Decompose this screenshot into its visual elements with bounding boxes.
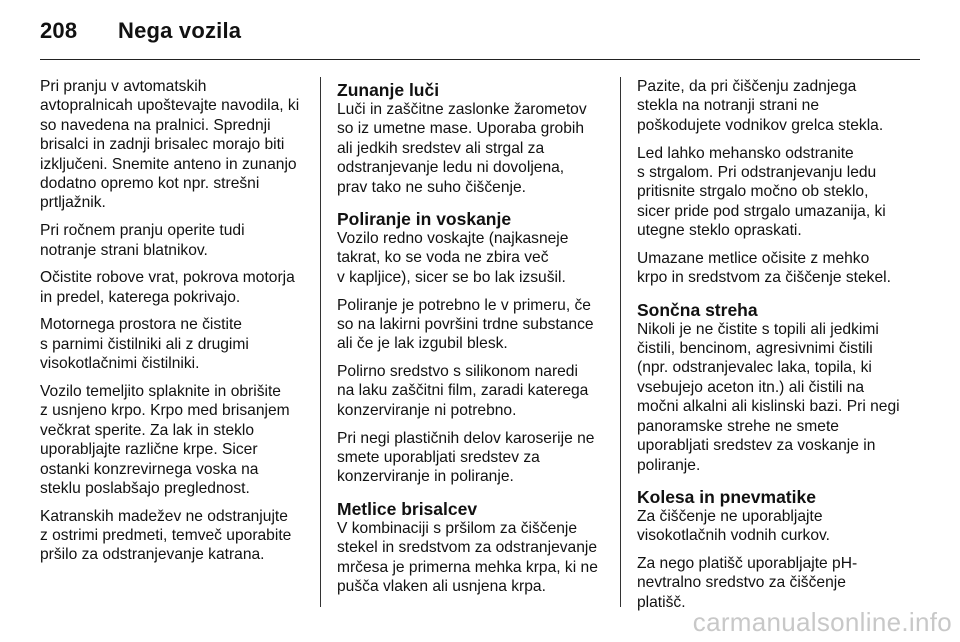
watermark: carmanualsonline.info bbox=[692, 607, 952, 637]
paragraph: Pri pranju v avtomatskih avtopralnicah upoštevajte navodila, ki so navedena na pralnici. Sprednji brisalci in zadnji brisalec morajo biti izključeni. Snemite anteno in zunanjo dodatno opremo kot npr. strešni prtljažnik. bbox=[40, 78, 300, 212]
paragraph: Nikoli je ne čistite s topili ali jedkimi čistili, bencinom, agresivnimi čistili (npr. odstranjevalec laka, topila, ki vsebujejo aceton itn.) ali čistili na močni alkalni ali kislinski bazi. Pri negi panoramske strehe ne smete uporabljati sredstev za voskanje in poliranje. bbox=[637, 320, 900, 474]
paragraph: Polirno sredstvo s silikonom naredi na laku zaščitni film, zaradi katerega konzerviranje ni potrebno. bbox=[337, 363, 589, 419]
paragraph: Vozilo redno voskajte (najkasneje takrat, ko se voda ne zbira več v kapljice), sicer se bo lak izsušil. bbox=[337, 230, 569, 286]
paragraph: Motornega prostora ne čistite s parnimi čistilniki ali z drugimi visokotlačnimi čistilniki. bbox=[40, 316, 249, 373]
section-heading-polishing-waxing: Poliranje in voskanje bbox=[337, 209, 512, 230]
paragraph: Vozilo temeljito splaknite in obrišite z usnjeno krpo. Krpo med brisanjem večkrat sperite. Za lak in steklo uporabljajte različne krpe. Sicer ostanki konzrevirnega voska na steklu poslabšajo preglednost. bbox=[40, 382, 290, 497]
column-right bbox=[637, 77, 913, 621]
paragraph: Očistite robove vrat, pokrova motorja in predel, katerega pokrivajo. bbox=[40, 269, 295, 306]
paragraph: Za čiščenje ne uporabljajte visokotlačnih vodnih curkov. bbox=[637, 507, 830, 545]
column-divider bbox=[320, 77, 321, 607]
paragraph: Pazite, da pri čiščenju zadnjega stekla na notranji strani ne poškodujete vodnikov grelca stekla. bbox=[637, 78, 884, 134]
column-divider bbox=[620, 77, 621, 607]
page-header bbox=[40, 12, 920, 56]
page-title: Nega vozila bbox=[118, 18, 242, 43]
column-left bbox=[40, 77, 310, 573]
paragraph: Katranskih madežev ne odstranjujte z ostrimi predmeti, temveč uporabite pršilo za odstranjevanje katrana. bbox=[40, 507, 292, 564]
column-middle bbox=[337, 77, 607, 605]
page-number: 208 bbox=[40, 18, 78, 43]
paragraph: Luči in zaščitne zaslonke žarometov so iz umetne mase. Uporaba grobih ali jedkih sredstev ali strgal za odstranjevanje ledu ni dovoljena, prav tako ne suho čiščenje. bbox=[337, 101, 587, 196]
section-heading-exterior-lights: Zunanje luči bbox=[337, 80, 440, 100]
section-heading-wiper-blades: Metlice brisalcev bbox=[337, 498, 478, 519]
section-heading-wheels-tyres: Kolesa in pnevmatike bbox=[637, 486, 816, 507]
header-rule bbox=[40, 59, 920, 60]
section-heading-sunroof: Sončna streha bbox=[637, 299, 758, 320]
paragraph: Za nego platišč uporabljajte pH- nevtralno sredstvo za čiščenje platišč. bbox=[637, 555, 858, 611]
paragraph: Umazane metlice očisite z mehko krpo in sredstvom za čiščenje stekel. bbox=[637, 249, 891, 287]
paragraph: Poliranje je potrebno le v primeru, če so na lakirni površini trdne substance ali če je lak izgubil blesk. bbox=[337, 296, 594, 353]
paragraph: Led lahko mehansko odstranite s strgalom. Pri odstranjevanju ledu pritisnite strgalo močno ob steklo, sicer pride pod strgalo umazanija, ki utegne steklo opraskati. bbox=[637, 144, 886, 240]
paragraph: Pri negi plastičnih delov karoserije ne smete uporabljati sredstev za konzerviranje in poliranje. bbox=[337, 429, 595, 486]
paragraph: Pri ročnem pranju operite tudi notranje strani blatnikov. bbox=[40, 222, 245, 259]
paragraph: V kombinaciji s pršilom za čiščenje stekel in sredstvom za odstranjevanje mrčesa je primerna mehka krpa, ki ne pušča vlaken ali usnjena krpa. bbox=[337, 519, 598, 596]
